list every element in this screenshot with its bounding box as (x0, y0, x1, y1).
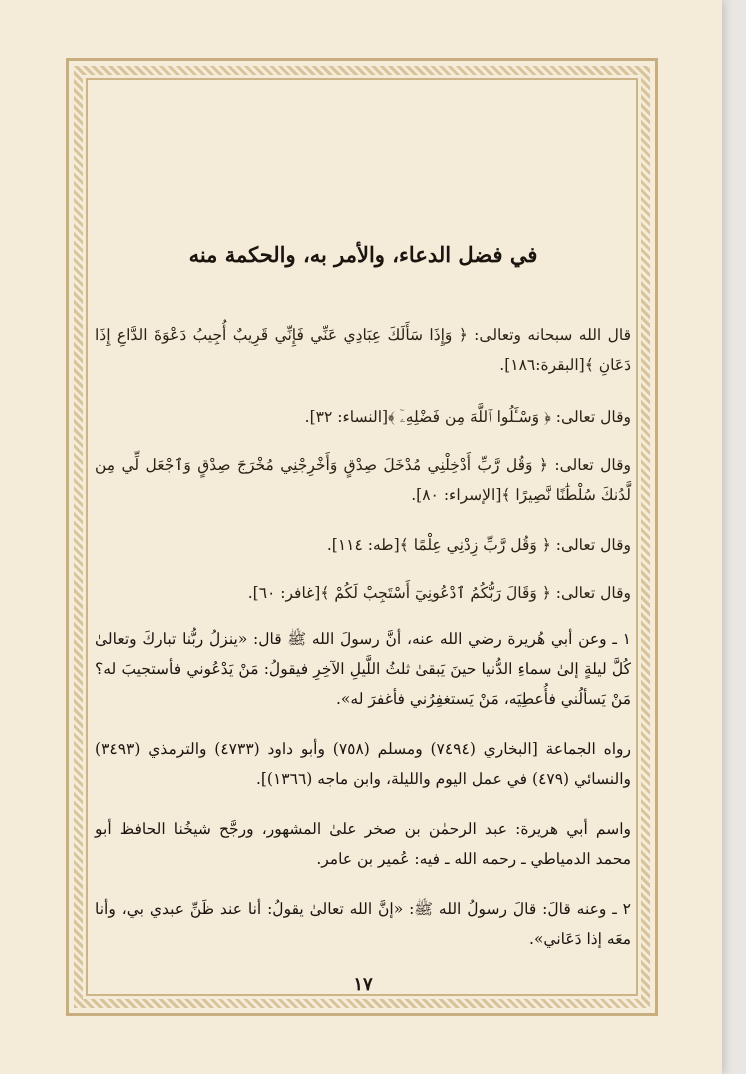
hadith-2: ٢ ـ وعنه قالَ: قالَ رسولُ الله ﷺ: «إنَّ الله تعالىٰ يقولُ: أنا عند ظَنِّ عبدي بي، وأنا معَه إذا دَعَاني». (95, 900, 631, 948)
page-content (95, 84, 631, 995)
chapter-heading: في فضل الدعاء، والأمر به، والحكمة منه (188, 242, 538, 267)
paragraph-2: وقال تعالى: ﴿ وَسْـَٔلُوا ٱللَّهَ مِن فَضْلِهِۦٓ ﴾[النساء: ٣٢]. (304, 408, 631, 426)
page-number: ١٧ (353, 974, 373, 995)
paragraph-4: وقال تعالى: ﴿ وَقُل رَّبِّ زِدْنِي عِلْمًا ﴾[طه: ١١٤]. (326, 536, 631, 554)
hadith-1: ١ ـ وعن أبي هُريرة رضي الله عنه، أنَّ رسولَ الله ﷺ قال: «ينزلُ ربُّنا تباركَ وتعالىٰ كُلَّ ليلةٍ إلىٰ سماءِ الدُّنيا حينَ يَبقىٰ ثلثُ اللَّيلِ الآخِرِ فيقولُ: مَنْ يَدْعُوني فأستجيبَ له؟ مَنْ يَسألُني فأُعطِيَه، مَنْ يَستغفِرُني فأغفرَ له». (95, 630, 631, 708)
paragraph-3: وقال تعالى: ﴿ وَقُل رَّبِّ أَدْخِلْنِي مُدْخَلَ صِدْقٍ وَأَخْرِجْنِي مُخْرَجَ صِدْقٍ وَٱجْعَل لِّي مِن لَّدُنكَ سُلْطَٰنًا نَّصِيرًا ﴾[الإسراء: ٨٠]. (95, 456, 631, 504)
paragraph-5: وقال تعالى: ﴿ وَقَالَ رَبُّكُمُ ٱدْعُونِيٓ أَسْتَجِبْ لَكُمْ ﴾[غافر: ٦٠]. (247, 584, 631, 602)
paragraph-1: قال الله سبحانه وتعالى: ﴿ وَإِذَا سَأَلَكَ عِبَادِي عَنِّي فَإِنِّي قَرِيبٌ أُجِيبُ دَعْوَةَ الدَّاعِ إِذَا دَعَانِ ﴾[البقرة:١٨٦]. (95, 326, 631, 374)
hadith-1-reference: رواه الجماعة [البخاري (٧٤٩٤) ومسلم (٧٥٨) وأبو داود (٤٧٣٣) والترمذي (٣٤٩٣) والنسائي (٤٧٩) في عمل اليوم والليلة، وابن ماجه (١٣٦٦)]. (95, 740, 631, 788)
narrator-note: واسم أبي هريرة: عبد الرحمٰن بن صخر علىٰ المشهور، ورجَّح شيخُنا الحافظ أبو محمد الدمياطي ـ رحمه الله ـ فيه: عُمير بن عامر. (95, 820, 631, 868)
